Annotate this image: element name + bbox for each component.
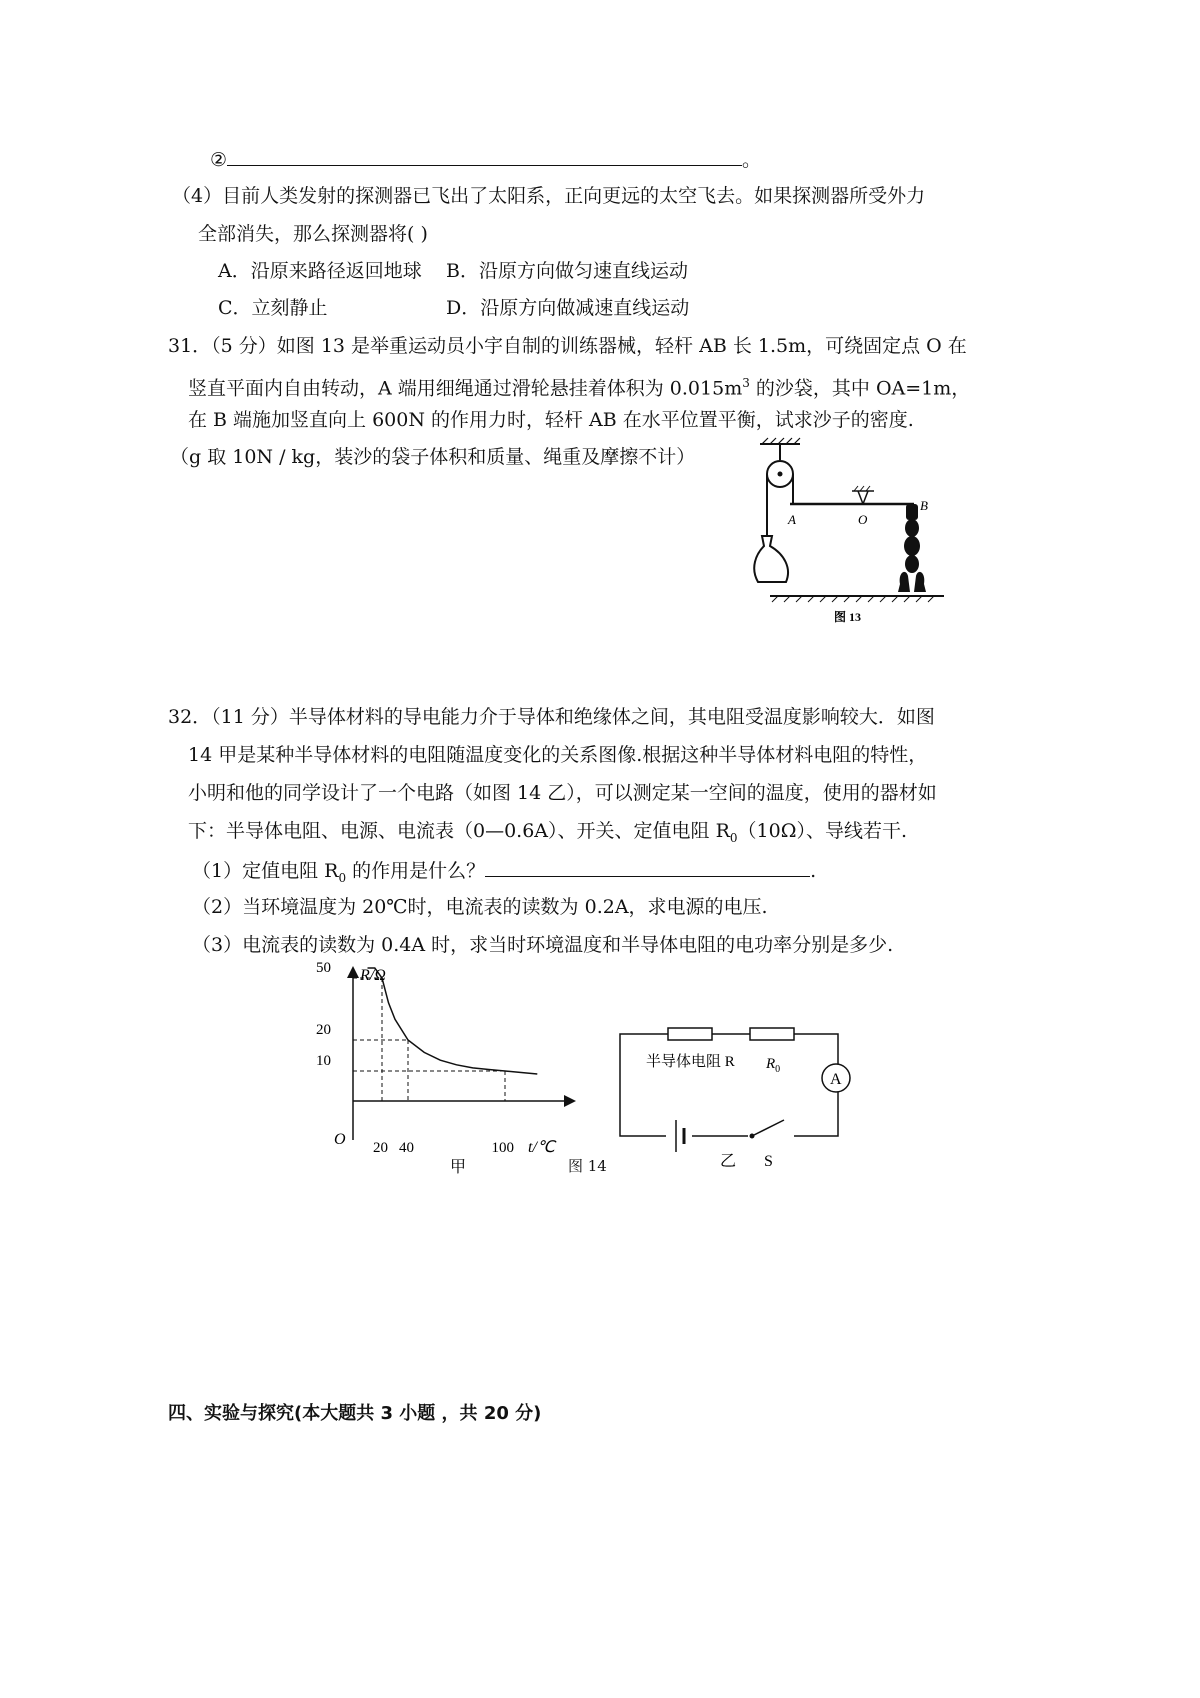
q31-line2-a: 竖直平面内自由转动，A 端用细绳通过滑轮悬挂着体积为 0.015m	[188, 377, 743, 400]
athlete-figure	[898, 504, 926, 592]
sand-bag	[754, 536, 788, 582]
period: .	[810, 860, 817, 882]
figure-14-caption: 图 14	[568, 1157, 607, 1175]
figure-13-lever-diagram	[748, 436, 948, 628]
q32-line4-a: 下：半导体电阻、电源、电流表（0—0.6A）、开关、定值电阻 R	[188, 820, 730, 842]
y-tick-label: 10	[316, 1053, 331, 1069]
q30-4-stem-line1: （4）目前人类发射的探测器已飞出了太阳系，正向更远的太空飞去。如果探测器所受外力	[172, 185, 926, 207]
option-a[interactable]: A．沿原来路径返回地球	[218, 260, 422, 282]
period: 。	[742, 149, 762, 171]
subscript: 0	[729, 830, 738, 845]
circled-number: ②	[210, 149, 228, 171]
q31-line2	[188, 370, 970, 401]
option-c[interactable]: C．立刻静止	[218, 297, 328, 319]
q32-sub1-b: 的作用是什么？	[346, 860, 486, 882]
q32-line1: 32．（11 分）半导体材料的导电能力介于导体和绝缘体之间，其电阻受温度影响较大．如图	[168, 706, 935, 728]
resistance-curve	[368, 968, 538, 1074]
label-o: O	[858, 512, 868, 527]
superscript: 3	[742, 376, 750, 390]
q32-sub3: （3）电流表的读数为 0.4A 时，求当时环境温度和半导体电阻的电功率分别是多少.	[192, 934, 894, 956]
y-tick-label: 20	[316, 1022, 331, 1038]
switch-label: S	[764, 1153, 773, 1170]
figure-14-circuit	[612, 1020, 852, 1170]
y-tick-label: 50	[316, 960, 331, 976]
answer-blank[interactable]	[227, 145, 742, 166]
q32-sub1-a: （1）定值电阻 R	[192, 860, 339, 882]
q31-line4: （g 取 10N / kg，装沙的袋子体积和质量、绳重及摩擦不计）	[170, 446, 696, 468]
option-b[interactable]: B．沿原方向做匀速直线运动	[446, 260, 688, 282]
q31-line3: 在 B 端施加竖直向上 600N 的作用力时，轻杆 AB 在水平位置平衡，试求沙子的密度.	[188, 409, 914, 431]
sub-caption-yi: 乙	[720, 1153, 737, 1170]
figure-14-resistance-temperature-chart	[300, 960, 590, 1180]
q32-line4-b: （10Ω）、导线若干.	[737, 820, 907, 842]
q32-line3: 小明和他的同学设计了一个电路（如图 14 乙），可以测定某一空间的温度，使用的器材如	[188, 782, 937, 804]
origin-label: O	[334, 1131, 346, 1148]
answer-blank[interactable]	[485, 856, 810, 877]
ammeter-label: A	[830, 1071, 842, 1088]
figure-13-caption: 图 13	[834, 610, 862, 624]
x-tick-label: 20	[373, 1140, 388, 1156]
label-semiconductor-r: 半导体电阻 R	[646, 1054, 735, 1070]
q32-sub1	[192, 856, 816, 891]
section-4-heading: 四、实验与探究(本大题共 3 小题 ，共 20 分)	[168, 1403, 542, 1424]
sub-caption-jia: 甲	[450, 1159, 467, 1176]
label-r0: $R_0$	[766, 1056, 781, 1075]
q32-sub2: （2）当环境温度为 20℃时，电流表的读数为 0.2A，求电源的电压.	[192, 896, 768, 918]
q31-line2-b: 的沙袋，其中 OA=1m，	[749, 377, 971, 400]
x-tick-label: 40	[399, 1140, 414, 1156]
x-tick-label: 100	[491, 1140, 514, 1156]
q30-4-stem-line2: 全部消失，那么探测器将( )	[198, 223, 428, 245]
q32-line4	[188, 818, 907, 851]
q32-line2: 14 甲是某种半导体材料的电阻随温度变化的关系图像.根据这种半导体材料电阻的特性，	[188, 744, 928, 766]
x-axis-label: t/℃	[528, 1139, 555, 1156]
q30-answer-line-2	[210, 145, 761, 173]
option-d[interactable]: D．沿原方向做减速直线运动	[446, 297, 690, 319]
y-axis-label: R/Ω	[360, 967, 386, 984]
label-b: B	[920, 498, 928, 513]
semiconductor-resistor	[668, 1028, 712, 1040]
subscript: 0	[338, 870, 347, 885]
resistor-r0	[750, 1028, 794, 1040]
label-a: A	[788, 512, 796, 527]
q31-line1: 31．（5 分）如图 13 是举重运动员小宇自制的训练器械，轻杆 AB 长 1.5m，可绕固定点 O 在	[168, 335, 967, 357]
